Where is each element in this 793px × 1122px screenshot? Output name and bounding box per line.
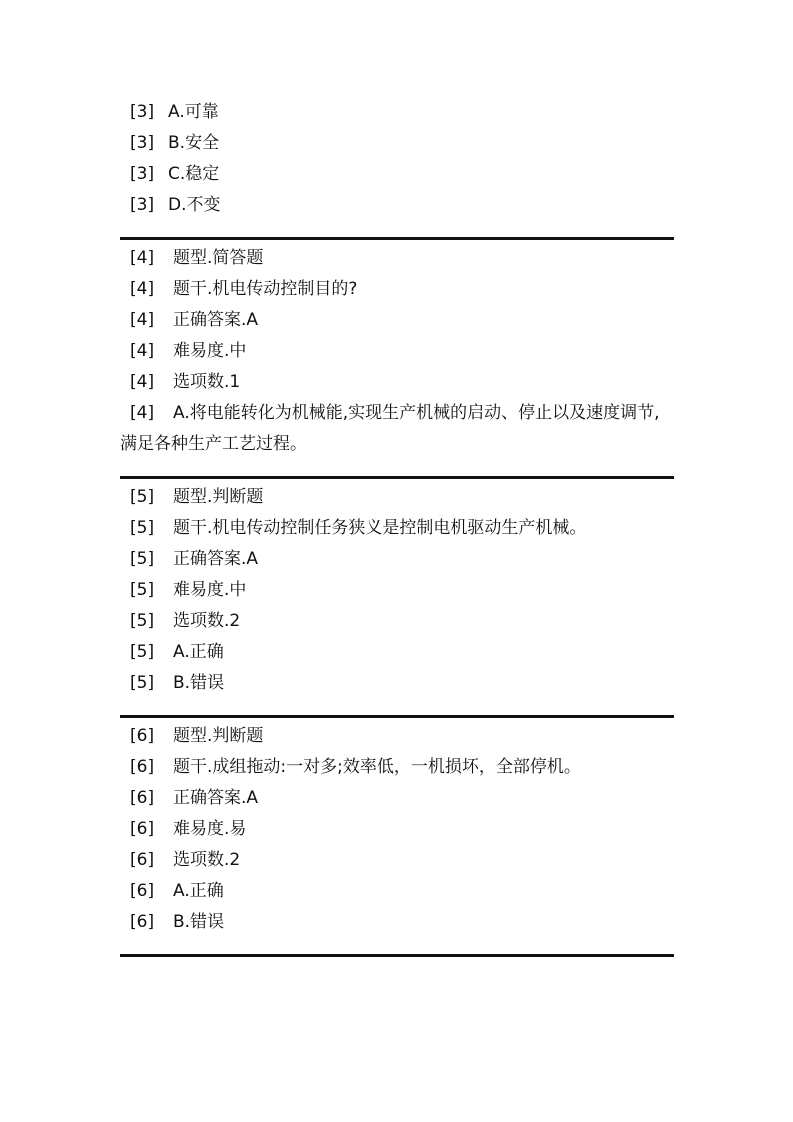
question-list (120, 97, 674, 960)
question-number: [4] (130, 310, 155, 330)
q6-stem (120, 752, 674, 783)
question-number: [5] (130, 487, 155, 507)
question-number: [6] (130, 757, 155, 777)
q3-option-d (120, 190, 674, 221)
option-text: C.稳定 (168, 164, 220, 184)
difficulty: 难易度.中 (173, 580, 247, 600)
option-text: B.安全 (168, 133, 220, 153)
q5-stem (120, 513, 674, 544)
difficulty: 难易度.中 (173, 341, 247, 361)
q5-difficulty (120, 575, 674, 606)
section-divider (120, 476, 674, 479)
question-number: [4] (130, 279, 155, 299)
q3-option-c (120, 159, 674, 190)
question-number: [4] (130, 341, 155, 361)
question-number: [3] (130, 164, 155, 184)
option-text: B.错误 (173, 912, 225, 932)
question-number: [6] (130, 819, 155, 839)
q5-answer (120, 544, 674, 575)
q6-type (120, 721, 674, 752)
question-type: 题型.判断题 (173, 726, 264, 746)
q4-difficulty (120, 336, 674, 367)
q6-difficulty (120, 814, 674, 845)
correct-answer: 正确答案.A (173, 549, 259, 569)
question-number: [4] (130, 248, 155, 268)
option-text: A.可靠 (168, 102, 219, 122)
question-type: 题型.判断题 (173, 487, 264, 507)
question-number: [3] (130, 195, 155, 215)
q4-option-count (120, 367, 674, 398)
question-type: 题型.简答题 (173, 248, 264, 268)
q3-option-b (120, 128, 674, 159)
option-text: A.正确 (173, 642, 224, 662)
question-number: [5] (130, 580, 155, 600)
q5-option-b (120, 668, 674, 699)
question-number: [5] (130, 518, 155, 538)
q6-option-count (120, 845, 674, 876)
question-number: [6] (130, 788, 155, 808)
section-divider (120, 237, 674, 240)
section-divider (120, 715, 674, 718)
q5-option-count (120, 606, 674, 637)
option-count: 选项数.2 (173, 850, 241, 870)
question-stem: 题干.机电传动控制任务狭义是控制电机驱动生产机械。 (173, 518, 587, 538)
question-number: [5] (130, 611, 155, 631)
q4-type (120, 243, 674, 274)
question-number: [6] (130, 881, 155, 901)
q6-answer (120, 783, 674, 814)
q5-option-a (120, 637, 674, 668)
difficulty: 难易度.易 (173, 819, 247, 839)
question-stem: 题干.成组拖动:一对多;效率低，一机损坏，全部停机。 (173, 757, 581, 777)
q4-option-a (120, 398, 674, 460)
q4-stem (120, 274, 674, 305)
q6-option-a (120, 876, 674, 907)
q6-option-b (120, 907, 674, 938)
question-number: [4] (130, 403, 155, 423)
correct-answer: 正确答案.A (173, 788, 259, 808)
question-number: [6] (130, 850, 155, 870)
option-text: A.正确 (173, 881, 224, 901)
question-number: [5] (130, 642, 155, 662)
question-stem: 题干.机电传动控制目的? (173, 279, 358, 299)
q3-option-a (120, 97, 674, 128)
question-number: [4] (130, 372, 155, 392)
option-text: A.将电能转化为机械能,实现生产机械的启动、停止以及速度调节, 满足各种生产工艺过程。 (120, 403, 660, 454)
question-number: [3] (130, 102, 155, 122)
section-divider (120, 954, 674, 957)
option-text: B.错误 (173, 673, 225, 693)
q4-answer (120, 305, 674, 336)
q5-type (120, 482, 674, 513)
question-number: [3] (130, 133, 155, 153)
question-number: [5] (130, 549, 155, 569)
correct-answer: 正确答案.A (173, 310, 259, 330)
question-number: [6] (130, 726, 155, 746)
option-count: 选项数.2 (173, 611, 241, 631)
question-number: [5] (130, 673, 155, 693)
question-number: [6] (130, 912, 155, 932)
option-text: D.不变 (168, 195, 221, 215)
option-count: 选项数.1 (173, 372, 241, 392)
